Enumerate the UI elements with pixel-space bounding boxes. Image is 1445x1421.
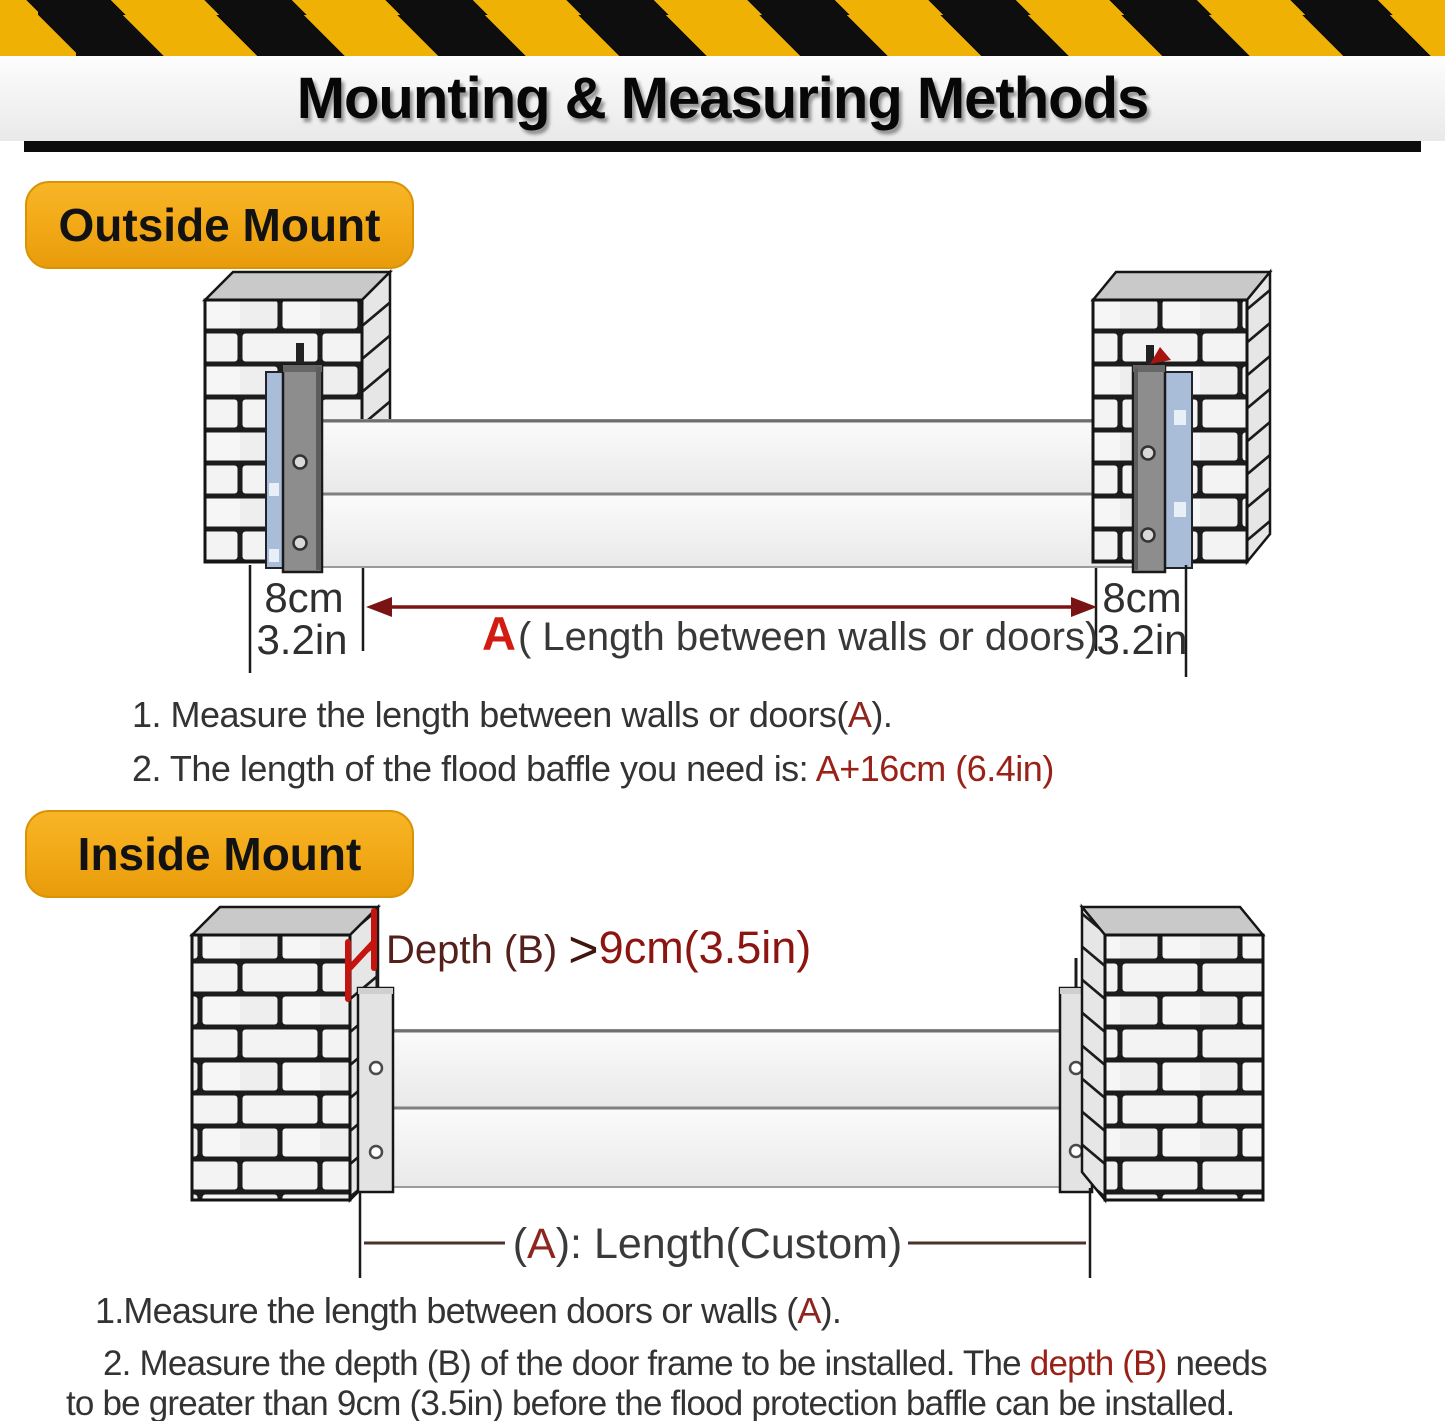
title-banner [0, 56, 1445, 141]
right-gap-in-label: 3.2in [1096, 616, 1188, 663]
inside-mount-badge [25, 810, 414, 898]
left-gap-in-label: 3.2in [256, 616, 348, 663]
right-pillar-side-face [1082, 907, 1105, 1200]
right-mounting-slot [1146, 345, 1154, 367]
barrier-board-bottom [393, 1108, 1060, 1187]
inside-step-2: 2. Measure the depth (B) of the door frame to be installed. The depth (B) needs [103, 1344, 1267, 1383]
barrier-board-top [322, 420, 1133, 494]
page-title: Mounting & Measuring Methods [296, 66, 1149, 131]
outside-step-2: 2. The length of the flood baffle you need is: A+16cm (6.4in) [132, 748, 1054, 789]
left-inside-channel [358, 988, 393, 1192]
hazard-stripe-main-row [0, 15, 1445, 56]
right-pillar-front-face [1105, 935, 1263, 1200]
inside-step-1: 1.Measure the length between doors or walls (A). [95, 1290, 842, 1331]
left-pillar-top-face [205, 272, 390, 300]
screw-hole [370, 1062, 382, 1074]
right-channel-bracket [1133, 365, 1165, 572]
flood-barrier-panels [322, 420, 1133, 567]
depth-b-text: Depth (B) [386, 928, 569, 972]
screw-hole [294, 456, 307, 469]
barrier-board-top [393, 1030, 1060, 1108]
length-a-letter: A [527, 1220, 556, 1268]
right-pillar-side-face [1247, 272, 1270, 562]
outside-step-1: 1. Measure the length between walls or doors(A). [132, 694, 893, 735]
length-a-letter: A [482, 607, 516, 660]
left-wall-rail [266, 372, 283, 568]
screw-hole [1070, 1145, 1082, 1157]
screw-hole [370, 1146, 382, 1158]
right-gap-cm-label: 8cm [1102, 574, 1182, 621]
length-custom-label: (A): Length(Custom) [512, 1220, 903, 1268]
flood-barrier-panels [393, 1030, 1060, 1187]
right-wall-rail [1165, 372, 1192, 568]
right-pillar-top-face [1093, 272, 1270, 300]
outside-mount-badge [25, 181, 414, 269]
length-a-text: ( Length between walls or doors) [517, 615, 1099, 659]
screw-hole [1070, 1062, 1082, 1074]
barrier-board-bottom [322, 494, 1133, 567]
left-pillar-top-face [192, 907, 378, 935]
arrowhead-left [366, 597, 392, 617]
length-a-label [482, 606, 1098, 661]
hazard-stripe-top-row [0, 0, 1445, 15]
depth-b-value: 9cm(3.5in) [598, 922, 812, 973]
greater-than-sign: > [568, 921, 599, 979]
right-brick-pillar [1082, 907, 1263, 1200]
screw-hole [1142, 447, 1155, 460]
right-pillar-top-face [1082, 907, 1263, 935]
inside-mount-badge-label: Inside Mount [77, 828, 362, 880]
outside-mount-instructions [132, 688, 1054, 796]
screw-hole [1142, 529, 1155, 542]
depth-b-label [386, 920, 811, 980]
screw-hole [294, 537, 307, 550]
inside-step-3: to be greater than 9cm (3.5in) before the flood protection baffle can be installed. [66, 1384, 1235, 1421]
outside-mount-badge-label: Outside Mount [58, 199, 381, 251]
left-gap-cm-label: 8cm [264, 574, 344, 621]
left-pillar-front-face [192, 935, 350, 1200]
left-channel-bracket [283, 365, 322, 572]
title-underline-bar [24, 141, 1421, 152]
